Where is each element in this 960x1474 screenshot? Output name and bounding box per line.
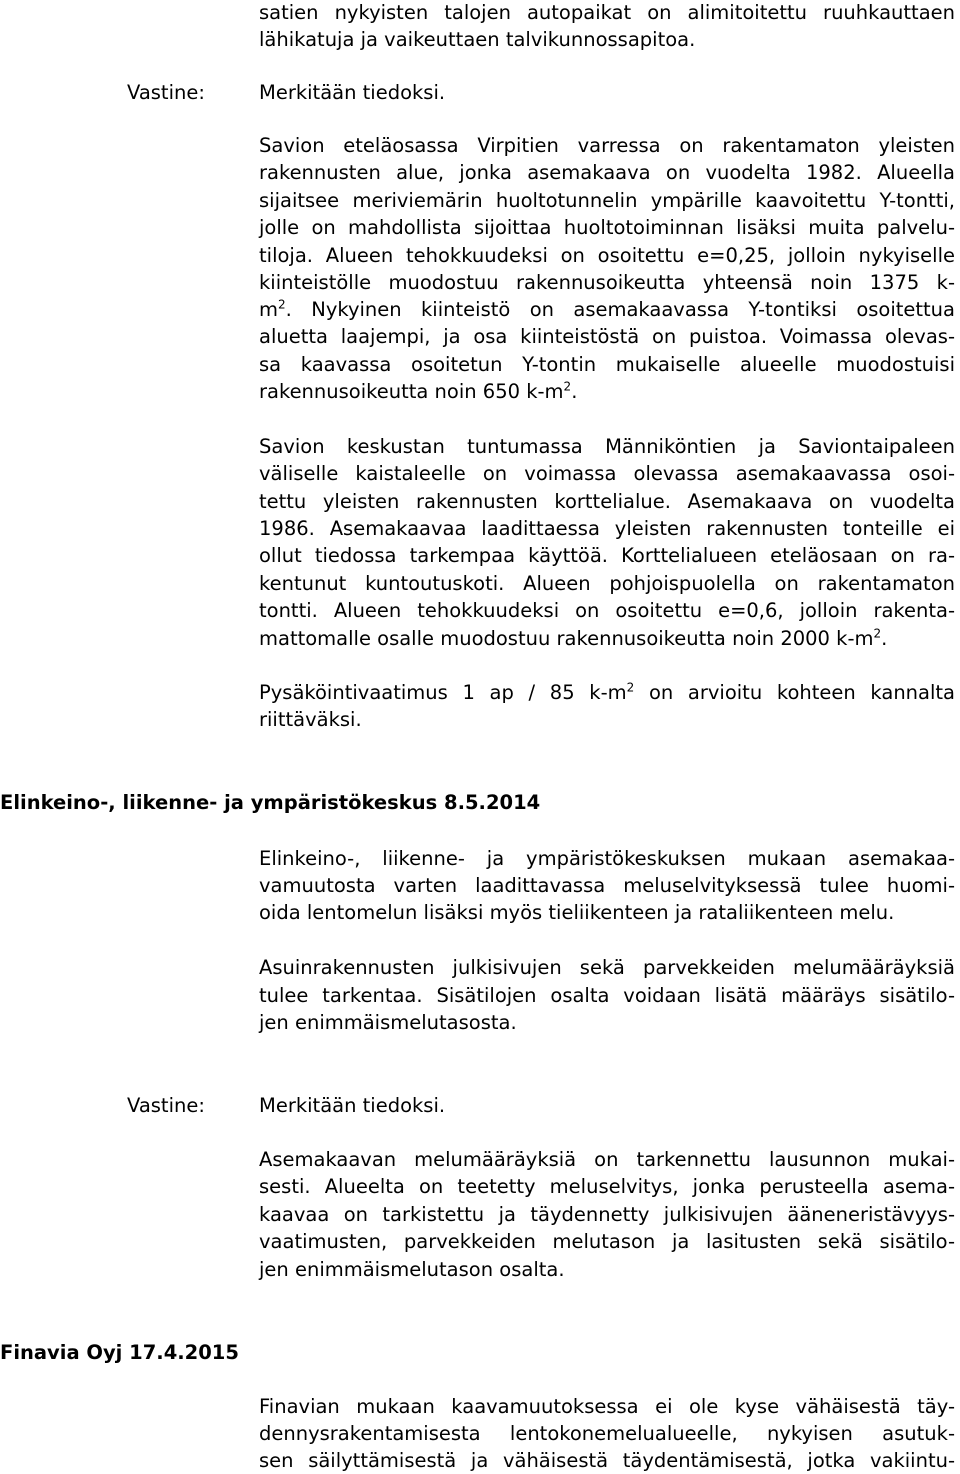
response-label: Vastine:: [127, 81, 205, 104]
text-fragment: on arvioitu kohteen kannalta: [634, 681, 956, 704]
superscript: 2: [626, 680, 635, 695]
text-line-with-superscript: [259, 379, 577, 405]
text-line: lähikatuja ja vaikeuttaen talvikunnossapitoa.: [259, 28, 696, 51]
text-line: aluetta laajempi, ja osa kiinteistöstä on puistoa. Voimassa olevas-: [259, 325, 955, 348]
text-line: väliselle kaistaleelle on voimassa olevassa asemakaavassa osoi-: [259, 462, 955, 485]
text-line: kentunut kuntoutuskoti. Alueen pohjoispuolella on rakentamaton: [259, 572, 955, 595]
text-fragment: .: [571, 380, 578, 403]
response-label: Vastine:: [127, 1094, 205, 1117]
text-line: ollut tiedossa tarkempaa käyttöä. Korttelialueen eteläosaan on ra-: [259, 544, 955, 567]
response-text: Merkitään tiedoksi.: [259, 81, 446, 104]
text-line: kiinteistölle muodostuu rakennusoikeutta yhteensä noin 1375 k-: [259, 271, 955, 294]
text-line: rakennusten alue, jonka asemakaava on vuodelta 1982. Alueella: [259, 161, 955, 184]
superscript: 2: [563, 379, 572, 394]
text-fragment: rakennusoikeutta noin 650 k-m: [259, 380, 564, 403]
text-line: kaavaa on tarkistettu ja täydennetty julkisivujen ääneneristävyys-: [259, 1203, 955, 1226]
text-line: sa kaavassa osoitetun Y-tontin mukaiselle alueelle muodostuisi: [259, 353, 955, 376]
text-fragment: .: [881, 627, 888, 650]
text-fragment: . Nykyinen kiinteistö on asemakaavassa Y-tontiksi osoitettua: [285, 298, 955, 321]
text-line: tulee tarkentaa. Sisätilojen osalta voidaan lisätä määräys sisätilo-: [259, 984, 955, 1007]
text-line: tettu yleisten rakennusten korttelialue. Asemakaava on vuodelta: [259, 490, 955, 513]
text-line: tontti. Alueen tehokkuudeksi on osoitettu e=0,6, jolloin rakenta-: [259, 599, 955, 622]
text-line: Asemakaavan melumääräyksiä on tarkennettu lausunnon mukai-: [259, 1148, 955, 1171]
text-line: jen enimmäismelutasosta.: [259, 1011, 517, 1034]
text-line-with-superscript: [259, 297, 955, 323]
text-line: Elinkeino-, liikenne- ja ympäristökeskuksen mukaan asemakaa-: [259, 847, 955, 870]
superscript: 2: [278, 297, 286, 312]
text-line: Asuinrakennusten julkisivujen sekä parvekkeiden melumääräyksiä: [259, 956, 955, 979]
text-line: Savion eteläosassa Virpitien varressa on rakentamaton yleisten: [259, 134, 955, 157]
text-line: oida lentomelun lisäksi myös tieliikenteen ja rataliikenteen melu.: [259, 901, 895, 924]
section-heading: Finavia Oyj 17.4.2015: [0, 1341, 239, 1364]
text-line: Savion keskustan tuntumassa Männiköntien ja Saviontaipaleen: [259, 435, 955, 458]
text-fragment: mattomalle osalle muodostuu rakennusoikeutta noin 2000 k-m: [259, 627, 874, 650]
text-line: Finavian mukaan kaavamuutoksessa ei ole kyse vähäisestä täy-: [259, 1395, 955, 1418]
text-line: jolle on mahdollista sijoittaa huoltotoiminnan lisäksi muita palvelu-: [259, 216, 955, 239]
text-line: riittäväksi.: [259, 708, 362, 731]
superscript: 2: [873, 626, 882, 641]
text-line-with-superscript: [259, 680, 955, 706]
section-heading: Elinkeino-, liikenne- ja ympäristökeskus 8.5.2014: [0, 791, 541, 814]
text-fragment: Pysäköintivaatimus 1 ap / 85 k-m: [259, 681, 627, 704]
text-line: sen säilyttämisestä ja vähäisestä täydentämisestä, jotka vakiintu-: [259, 1449, 955, 1472]
text-line: satien nykyisten talojen autopaikat on alimitoitettu ruuhkauttaen: [259, 1, 955, 24]
text-line: tiloja. Alueen tehokkuudeksi on osoitettu e=0,25, jolloin nykyiselle: [259, 244, 955, 267]
text-fragment: m: [259, 298, 278, 321]
text-line: vamuutosta varten laadittavassa meluselvityksessä tulee huomi-: [259, 874, 955, 897]
response-text: Merkitään tiedoksi.: [259, 1094, 446, 1117]
text-line: dennysrakentamisesta lentokonemelualueelle, nykyisen asutuk-: [259, 1422, 955, 1445]
text-line: 1986. Asemakaavaa laadittaessa yleisten rakennusten tonteille ei: [259, 517, 955, 540]
text-line: sesti. Alueelta on teetetty meluselvitys, jonka perusteella asema-: [259, 1175, 955, 1198]
text-line: jen enimmäismelutason osalta.: [259, 1258, 565, 1281]
text-line: vaatimusten, parvekkeiden melutason ja lasitusten sekä sisätilo-: [259, 1230, 955, 1253]
text-line-with-superscript: [259, 626, 887, 652]
text-line: sijaitsee meriviemärin huoltotunnelin ympärille kaavoitettu Y-tontti,: [259, 189, 955, 212]
